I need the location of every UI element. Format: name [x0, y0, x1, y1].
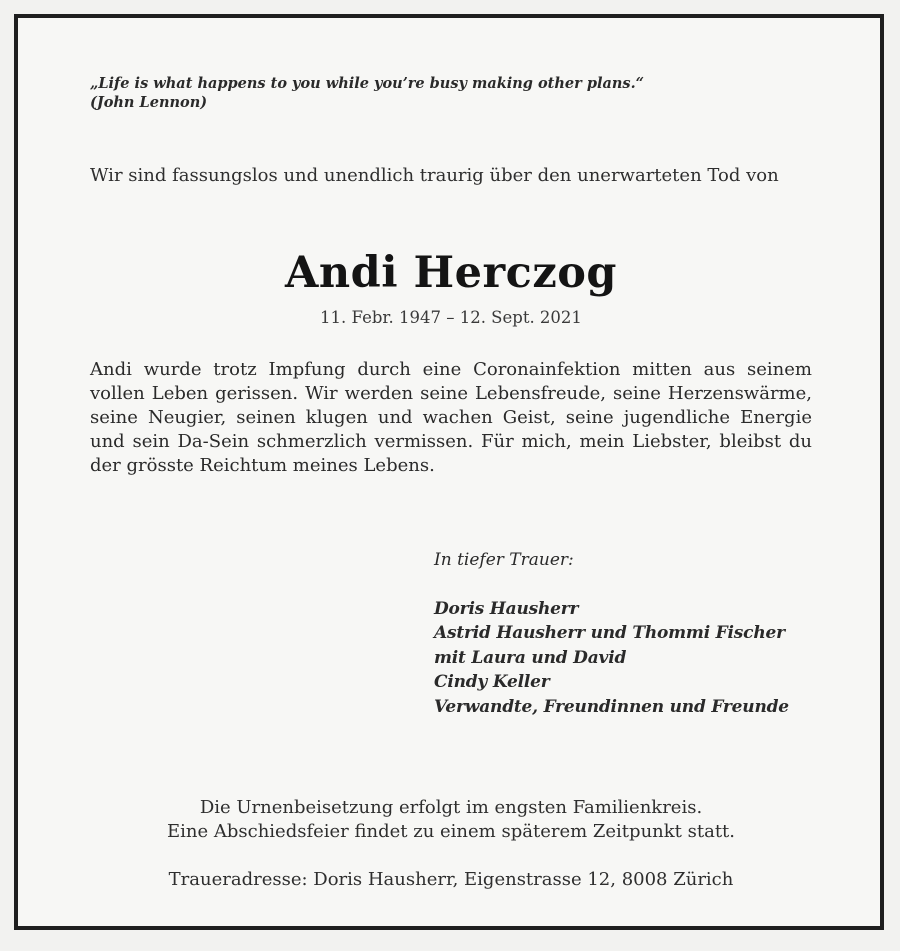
mourner-line: Astrid Hausherr und Thommi Fischer	[434, 623, 785, 643]
funeral-notice	[18, 796, 884, 844]
funeral-line-2: Eine Abschiedsfeier findet zu einem späterem Zeitpunkt statt.	[166, 821, 736, 842]
mourners-label: In tiefer Trauer:	[434, 550, 574, 570]
mourner-line: mit Laura und David	[434, 647, 627, 668]
mourners-block	[434, 548, 844, 719]
life-dates: 11. Febr. 1947 – 12. Sept. 2021	[320, 308, 582, 327]
obituary-body: Andi wurde trotz Impfung durch eine Coronainfektion mitten aus seinem vollen Leben gerissen. Wir werden seine Lebensfreude, seine Herzenswärme, seine Neugier, seinen klugen und wachen Geist, seine jugendliche Energie und sein Da-Sein schmerzlich vermissen. Für mich, mein Liebster, bleibst du der grösste Reichtum meines Lebens.	[90, 359, 812, 476]
funeral-line-1: Die Urnenbeisetzung erfolgt im engsten Familienkreis.	[199, 797, 703, 818]
mourner-line: Doris Hausherr	[434, 598, 579, 619]
quote-author: (John Lennon)	[90, 94, 208, 111]
quote-text: „Life is what happens to you while you’re busy making other plans.“	[90, 75, 644, 92]
deceased-name: Andi Herczog	[285, 248, 617, 298]
mourner-line: Verwandte, Freundinnen und Freunde	[434, 696, 789, 717]
epigraph-quote	[90, 74, 790, 112]
obituary-frame	[14, 14, 884, 930]
mourner-line: Cindy Keller	[434, 672, 550, 692]
mourning-address: Traueradresse: Doris Hausherr, Eigenstrasse 12, 8008 Zürich	[168, 869, 734, 890]
intro-text: Wir sind fassungslos und unendlich traurig über den unerwarteten Tod von	[90, 165, 779, 186]
